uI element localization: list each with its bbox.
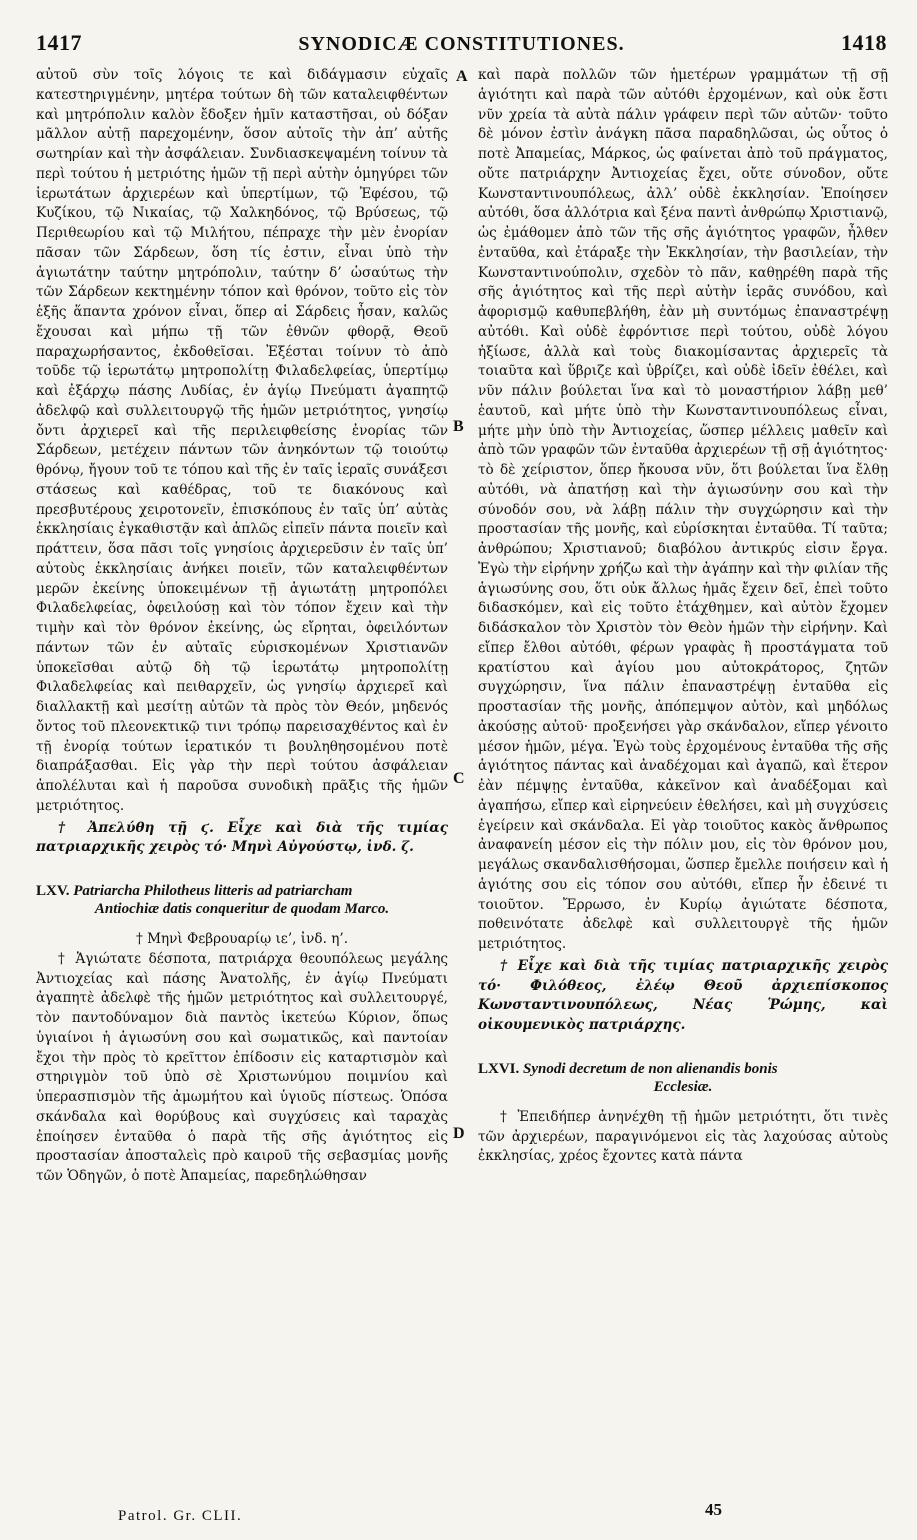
section-title-line-1: Patriarcha Philotheus litteris ad patriarcham [73, 883, 353, 899]
right-paragraph-1: καὶ παρὰ πολλῶν τῶν ἡμετέρων γραμμάτων τῇ σῇ ἁγιότητι καὶ παρὰ τῶν αὐτόθι ἐρχομένων, καὶ οὐκ ἔστι νῦν χρεία τὰ αὐτὰ πάλιν γράφειν περὶ τῶν αὐτῶν· τοῦτο δὲ μόνον ἐστὶν ἀνάγκη πᾶσα παραδηλῶσαι, ὡς οὗτος ὁ ποτὲ Ἀπαμείας, Μάρκος, ὡς φαίνεται ἀπὸ τοῦ πράγματος, οὔτε πατριάρχην Ἀντιοχείας ἔχει, οὔτε σύνοδον, οὔτε Κωνσταντινουπόλεως, ἀλλ’ οὐδὲ ἐκκλησίαν. Ἐποίησεν αὐτόθι, ὅσα ἀλλότρια καὶ ξένα παντὶ ἀνθρώπῳ Χριστιανῷ, ὡς ἐμάθομεν ἀπὸ τῶν τῆς σῆς ἁγιότητος γραφῶν, ἦλθεν ἐνταῦθα, καὶ ἐτάραξε τὴν Ἐκκλησίαν, τὴν βασιλείαν, τὴν Κωνσταντινούπολιν, σχεδὸν τὸ πᾶν, καθῃρέθη παρὰ τῆς σῆς ἁγιότητος καὶ τῆς περὶ αὐτὴν ἱερᾶς συνόδου, καὶ ἀφορισμῷ καθυπεβλήθη, ἐὰν μὴ συντόμως ἐπαναστρέψῃ αὐτόθι. Καὶ οὐδὲ ἐφρόντισε περὶ τούτου, οὐδὲ λόγου ἠξίωσε, ἀλλὰ καὶ τοὺς διακομίσαντας ἀρχιερεῖς τὰ τοιαῦτα καὶ ὕβριζε καὶ ὑβρίζει, καὶ οὐδὲ ἰδεῖν ἐθέλει, καὶ νῦν πάλιν βούλεται ἵνα καὶ τὸ μοναστήριον λάβῃ μεθ’ ἑαυτοῦ, καὶ μήτε ὑπὸ τὴν Κωνσταντινουπόλεως εἶναι, μήτε μὴν ὑπὸ τὴν Ἀντιοχείας, ὥσπερ μέλλεις μαθεῖν καὶ ἀπὸ τῶν γραφῶν τῶν ἐνταῦθα ἀρχιερέων τῇ σῇ ἁγιότητος· τὸ δὲ χείριστον, ὅπερ ἤκουσα νῦν, ὅτι βούλεται ἵνα ἔλθῃ αὐτόθι, νὰ ἀπατήσῃ καὶ τὴν ἁγιωσύνην σου καὶ τὴν σύνοδόν σου, νὰ λάβῃ πάλιν τὴν συγχώρησιν καὶ τὴν προστασίαν τῆς μονῆς, καὶ εὑρίσκηται ἐνταῦθα. Τί ταῦτα; ἀνθρώπου; Χριστιανοῦ; διαβόλου ἀντικρύς εἰσιν ἔργα. Ἐγὼ τὴν εἰρήνην χρήζω καὶ τὴν ἀγάπην καὶ τὴν φιλίαν τῆς ἁγιωσύνης σου, ὅτι οὐκ ἄλλως ἡμᾶς ἔχειν δεῖ, ἐπεὶ τοῦτο διδασκόμεν, καὶ εἰς τοῦτο ἐτάχθημεν, καὶ αὐτὸν ἔχομεν διδάσκαλον τὸν Χριστὸν τὸν Θεὸν ἡμῶν τὴν εἰρήνην. Καὶ εἴπερ ἔλθοι αὐτόθι, φέρων γραφὰς ἢ προστάγματα τοῦ κρατίστου καὶ ἁγίου μου αὐτοκράτορος, ζητῶν συγχώρησιν, ἵνα πάλιν ἐπαναστρέψῃ ἐνταῦθα εἰς προστασίαν τῆς μονῆς, ἀπόπεμψον αὐτὸν, καὶ μηδόλως ἀκούσῃς αὐτοῦ· προξενήσει γὰρ σκάνδαλον, εἴπερ γένοιτο μέσον ἡμῶν, μέγα. Ἐγὼ τοὺς ἐρχομένους ἐνταῦθα τῆς σῆς ἁγιότητος πάντας καὶ ἀναδέχομαι καὶ ἀγαπῶ, καὶ ἕτερον ἐὰν πέμψῃς ἐνταῦθα, κἀκεῖνον καὶ ἀναδέξομαι καὶ ἀγαπήσω, εἴπερ καὶ εἰρηνεύειν ἐθελήσει, καὶ μὴ συγχύσεις ἐγείρειν καὶ σκάνδαλα. Εἰ γὰρ τοιοῦτος κακὸς ἄνθρωπος ἀναφανείη μέσον εἰς τὴν πόλιν μου, εἰς τὸν θρόνον μου, μεγάλως σκανδαλισθήσομαι, ὥσπερ ἔμελλε ποιήσειν καὶ ἡ ἁγιότης σου εἰς τόπον σου αὐτόθι, εἴπερ ἦν ἐδεινέ τι τοιοῦτον. Ἔρρωσο, ἐν Κυρίῳ ἁγιώτατε δέσποτα, ποθεινότατε ἀδελφὲ καὶ συλλειτουργὲ τῆς ἡμῶν μετριότητος. [478, 67, 888, 952]
running-title: SYNODICÆ CONSTITUTIONES. [298, 33, 625, 55]
section-heading-lxvi [478, 1060, 888, 1096]
right-paragraph-2: † Ἐπειδήπερ ἀνηνέχθη τῇ ἡμῶν μετριότητι, ὅτι τινὲς τῶν ἀρχιερέων, παραγινόμενοι εἰς τὰς λαχούσας αὐτοὺς ἐκκλησίας, χρέος ἔχοντες κατὰ πάντα [478, 1108, 888, 1165]
margin-marker-b: B [453, 418, 464, 435]
section-title-line-2: Ecclesiæ. [653, 1078, 713, 1095]
footer-sheet-number: 45 [705, 1500, 722, 1519]
margin-marker-a: A [456, 68, 468, 85]
section-heading-lxv [36, 882, 448, 918]
section-title-line-2: Antiochiæ datis conqueritur de quodam Marco. [94, 901, 390, 917]
page-number-right: 1418 [840, 30, 887, 55]
dateline: † Μηνὶ Φεβρουαρίῳ ιε’, ἰνδ. η’. [135, 931, 349, 947]
section-number: LXV. [36, 883, 70, 899]
margin-marker-d: D [453, 1125, 465, 1142]
section-title-line-1: Synodi decretum de non alienandis bonis [523, 1060, 778, 1077]
left-paragraph-1: αὐτοῦ σὺν τοῖς λόγοις τε καὶ διδάγμασιν εὐχαῖς κατεστηριγμένην, μητέρα τούτων δὴ τῶν καταλειφθέντων καὶ μητρόπολιν καλὸν ἔδοξεν ἡμῖν καταστῆσαι, οὐ δόξαν μᾶλλον αὐτῇ παρεχομένην, ὅσον αὐτοῖς τὴν ἀπ’ αὐτῆς σωτηρίαν καὶ τὴν ἀσφάλειαν. Συνδιασκεψαμένη τοίνυν τὰ περὶ τούτου ἡ μετριότης ἡμῶν τῇ περὶ αὐτὴν ὁμηγύρει τῶν ἱερωτάτων ἀρχιερέων καὶ ὑπερτίμων, τῷ Ἐφέσου, τῷ Κυζίκου, τῷ Νικαίας, τῷ Χαλκηδόνος, τῷ Βρύσεως, τῷ Περιθεωρίου καὶ τῷ Μιλήτου, πέπραχε τὴν μὲν ἐνορίαν πᾶσαν τῶν Σάρδεων, ὅση τίς ἐστιν, εἶναι ὑπὸ τὴν ἁγιωτάτην ταύτην μητρόπολιν, ταύτην δ’ ὡσαύτως τὴν τῶν Σάρδεων κεκτημένην τόπον καὶ θρόνον, τοῦτο εἰς τὸν ἑξῆς ἅπαντα χρόνον εἶναι, ὅπερ αἱ Σάρδεις ἦσαν, καλῶς ἔχουσαι καὶ μήπω τῇ τῶν ἐθνῶν φθορᾷ, Θεοῦ παραχωρήσαντος, ἐκδοθεῖσαι. Ἐξέσται τοίνυν τὸ ἀπὸ τοῦδε τῷ ἱερωτάτῳ μητροπολίτῃ Φιλαδελφείας, ὑπερτίμῳ καὶ ἐξάρχῳ πάσης Λυδίας, ἐν ἁγίῳ Πνεύματι ἀγαπητῷ ἀδελφῷ καὶ συλλειτουργῷ τῆς ἡμῶν μετριότητος, γνησίῳ ὄντι ἀρχιερεῖ καὶ τῆς περιλειφθείσης ἐνορίας τῶν Σάρδεων, μετέχειν πάντων τῶν ἀνηκόντων τῷ τοιούτῳ θρόνῳ, ἤγουν τοῦ τε τόπου καὶ τῆς ἐν ταῖς ἱεραῖς συνάξεσι στάσεως καὶ καθέδρας, τοῦ τε διακόνους καὶ πρεσβυτέρους χειροτονεῖν, ἐπισκόπους ἐν ταῖς ὑπ’ αὐτὰς ἐκκλησίαις ἐγκαθιστᾷν καὶ ἁπλῶς εἰπεῖν πάντα ποιεῖν καὶ πράττειν, ὅσα πᾶσι τοῖς γνησίοις ἀρχιερεῦσιν ἐν ταῖς ὑπ’ αὐτοὺς ἐκκλησίαις ἀνήκει ποιεῖν, τῶν καταλειφθέντων μερῶν ἐκείνης ὑποκειμένων τῇ ἁγιωτάτῃ μητροπόλει Φιλαδελφείας, ὀφειλούσῃ καὶ τὸν τόπον ἔχειν καὶ τὴν τιμὴν καὶ τὸν θρόνον ἐκείνης, ὡς εἴρηται, ὀφειλόντων πάντων τῶν ἐν αὐταῖς εὑρισκομένων Χριστιανῶν ὑποκεῖσθαι αὐτῷ δὴ τῷ ἱερωτάτῳ μητροπολίτῃ Φιλαδελφείας καὶ πειθαρχεῖν, ὡς γνησίῳ ἀρχιερεῖ καὶ διαλλακτῇ καὶ μεσίτῃ αὐτῶν τὰ πρὸς τὸν Θεόν, μηδενός ὄντος τοῦ πλεονεκτικῷ τινι τρόπῳ παρεισαχθέντος καὶ ἐν τῇ ἐνορίᾳ τούτων ἱερατικόν τι βουληθησομένου ποτὲ διαπράξασθαι. Εἰς γὰρ τὴν περὶ τούτου ἀσφάλειαν ἀπολέλυται καὶ ἡ παροῦσα συνοδικὴ πρᾶξις τῆς ἡμῶν μετριότητος. [36, 67, 448, 814]
section-number: LXVI. [478, 1060, 520, 1077]
footer-signature: Patrol. Gr. CLII. [118, 1508, 243, 1524]
left-subscription: † Ἀπελύθη τῇ ϛ. Εἶχε καὶ διὰ τῆς τιμίας πατριαρχικῆς χειρὸς τό· Μηνὶ Αὐγούστῳ, ἰνδ. ζ. [36, 819, 448, 856]
right-column [478, 66, 888, 1167]
margin-marker-c: C [453, 770, 465, 787]
left-paragraph-2: † Ἁγιώτατε δέσποτα, πατριάρχα θεουπόλεως μεγάλης Ἀντιοχείας καὶ πάσης Ἀνατολῆς, ἐν ἁγίῳ Πνεύματι ἀγαπητὲ ἀδελφὲ τῆς ἡμῶν μετριότητος καὶ συλλειτουργέ, τὸν παντοδύναμον διὰ παντὸς ἱκετεύω Κύριον, ὅπως ὑγιαίνοι ἡ ἁγιωσύνη σου καὶ σωματικῶς, καὶ παντοίαν ἔχοι τὴν πρὸς τὸ κρεῖττον ἐπίδοσιν εἰς καταρτισμὸν καὶ στηριγμὸν τοῦ ὑπὸ σὲ Χριστωνύμου ποιμνίου καὶ ὑπερασπισμὸν τῆς ἀμωμήτου καὶ ὑγιοῦς πίστεως. Ὁπόσα σκάνδαλα καὶ θορύβους καὶ συγχύσεις καὶ ταραχὰς ἐποίησεν ἐνταῦθα ὁ παρὰ τῆς σῆς ἁγιότητος εἰς προστασίαν ἀποσταλεὶς πρὸ καιροῦ τῆς σεβασμίας μονῆς τῶν Ὁδηγῶν, ὁ ποτὲ Ἀπαμείας, παρεδηλώθησαν [36, 950, 448, 1184]
page-number-left: 1417 [36, 30, 82, 55]
left-column [36, 66, 448, 1187]
right-subscription: † Εἶχε καὶ διὰ τῆς τιμίας πατριαρχικῆς χειρὸς τό· Φιλόθεος, ἐλέῳ Θεοῦ ἀρχιεπίσκοπος Κωνσταντινουπόλεως, Νέας Ῥώμης, καὶ οἰκουμενικὸς πατριάρχης. [478, 957, 888, 1033]
page-header [36, 30, 887, 64]
